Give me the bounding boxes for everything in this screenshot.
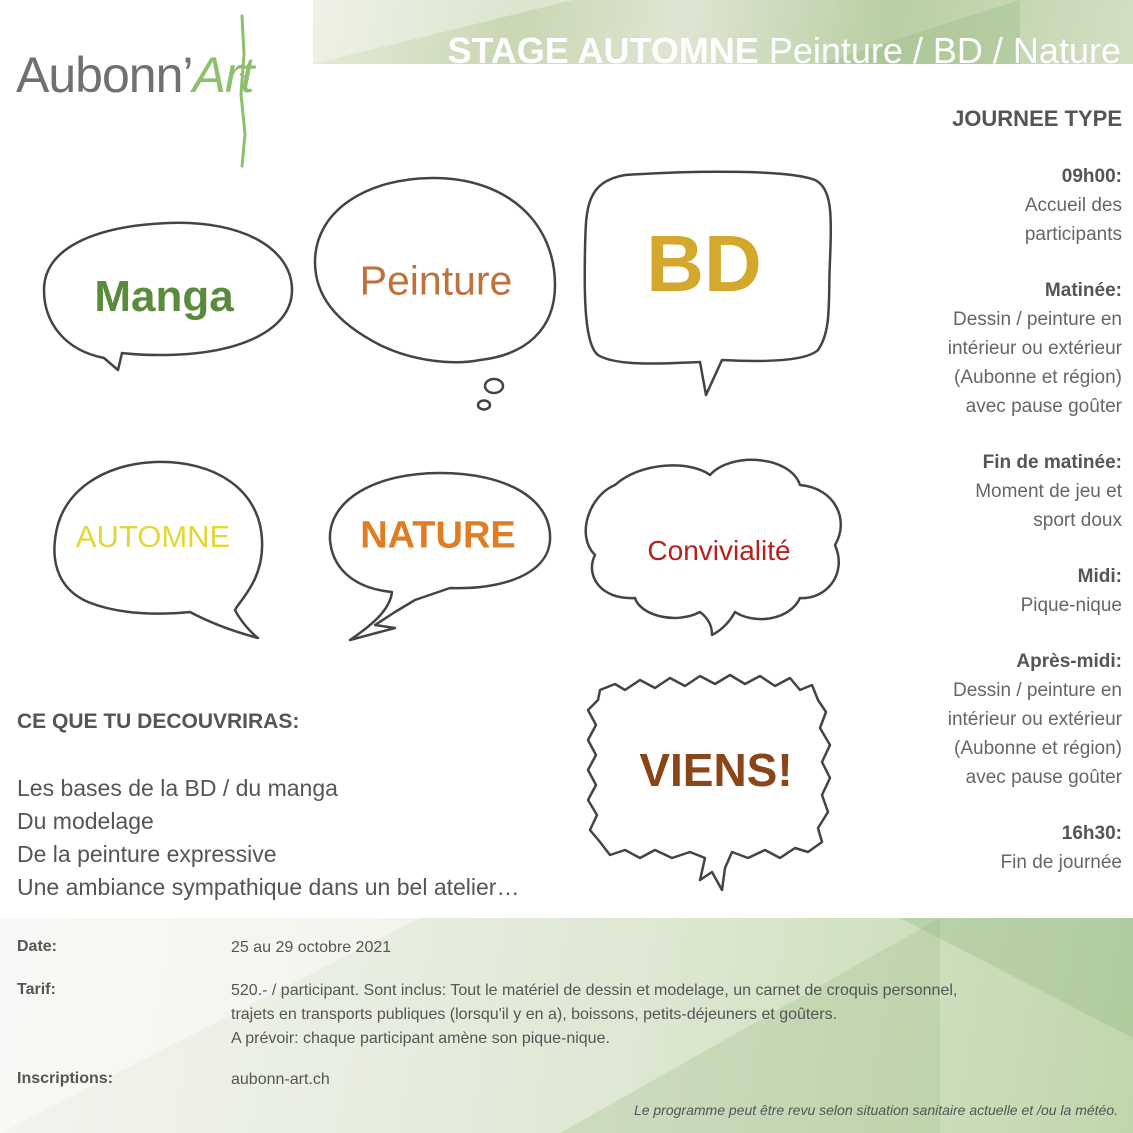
schedule-item [872, 448, 1122, 535]
schedule-desc: Pique-nique [1020, 595, 1122, 616]
tarif-label: Tarif: [17, 981, 56, 998]
schedule-time: Fin de matinée: [982, 452, 1122, 473]
bubble-peinture-dot [485, 379, 503, 393]
schedule-time: Après-midi: [1016, 651, 1122, 672]
page-title-bold: STAGE AUTOMNE [447, 30, 759, 71]
bubble-word-manga: Manga [94, 272, 234, 321]
schedule-time: Matinée: [1044, 280, 1122, 301]
bubble-word-nature: NATURE [360, 514, 516, 557]
discover-item: De la peinture expressive [17, 841, 277, 867]
discover-item: Du modelage [17, 808, 154, 834]
inscriptions-link[interactable]: aubonn-art.ch [231, 1071, 330, 1088]
discover-item: Les bases de la BD / du manga [17, 775, 338, 801]
inscriptions-label: Inscriptions: [17, 1070, 114, 1087]
date-label: Date: [17, 938, 58, 955]
schedule-time: 09h00: [1061, 166, 1122, 187]
logo-text-main: Aubonn’ [16, 47, 193, 103]
tarif-value: 520.- / participant. Sont inclus: Tout le matériel de dessin et modelage, un carnet de croquis personnel, trajets en transports publiques (lorsqu'il y en a), boissons, petits-déjeuners et goûters. A prévoir: chaque participant amène son pique-nique. [231, 982, 958, 1047]
bubble-word-automne: AUTOMNE [75, 519, 231, 554]
daily-schedule [872, 106, 1122, 904]
schedule-desc: Moment de jeu et sport doux [975, 481, 1122, 531]
schedule-item [872, 562, 1122, 620]
schedule-item [872, 647, 1122, 792]
discover-section [17, 710, 577, 904]
bubble-word-viens: VIENS! [639, 744, 793, 796]
schedule-desc: Dessin / peinture en intérieur ou extérieur (Aubonne et région) avec pause goûter [947, 309, 1122, 417]
discover-item: Une ambiance sympathique dans un bel atelier… [17, 874, 520, 900]
schedule-item [872, 162, 1122, 249]
schedule-time: 16h30: [1061, 823, 1122, 844]
schedule-item [872, 276, 1122, 421]
discover-title: CE QUE TU DECOUVRIRAS: [17, 710, 300, 733]
bubble-word-peinture: Peinture [359, 257, 513, 304]
schedule-time: Midi: [1077, 566, 1122, 587]
logo-text-accent: Art [192, 47, 254, 103]
bubble-word-convivialite: Convivialité [647, 535, 791, 566]
page-title-subtitle: Peinture / BD / Nature [768, 30, 1121, 71]
schedule-desc: Accueil des participants [1024, 195, 1122, 245]
schedule-desc: Fin de journée [1000, 852, 1122, 873]
bubble-peinture-dot [478, 401, 490, 410]
schedule-item [872, 819, 1122, 877]
schedule-title: JOURNEE TYPE [952, 106, 1122, 131]
bubble-word-bd: BD [646, 219, 762, 308]
date-value: 25 au 29 octobre 2021 [231, 939, 392, 956]
schedule-desc: Dessin / peinture en intérieur ou extérieur (Aubonne et région) avec pause goûter [947, 680, 1122, 788]
footnote: Le programme peut être revu selon situation sanitaire actuelle et /ou la météo. [633, 1102, 1118, 1118]
